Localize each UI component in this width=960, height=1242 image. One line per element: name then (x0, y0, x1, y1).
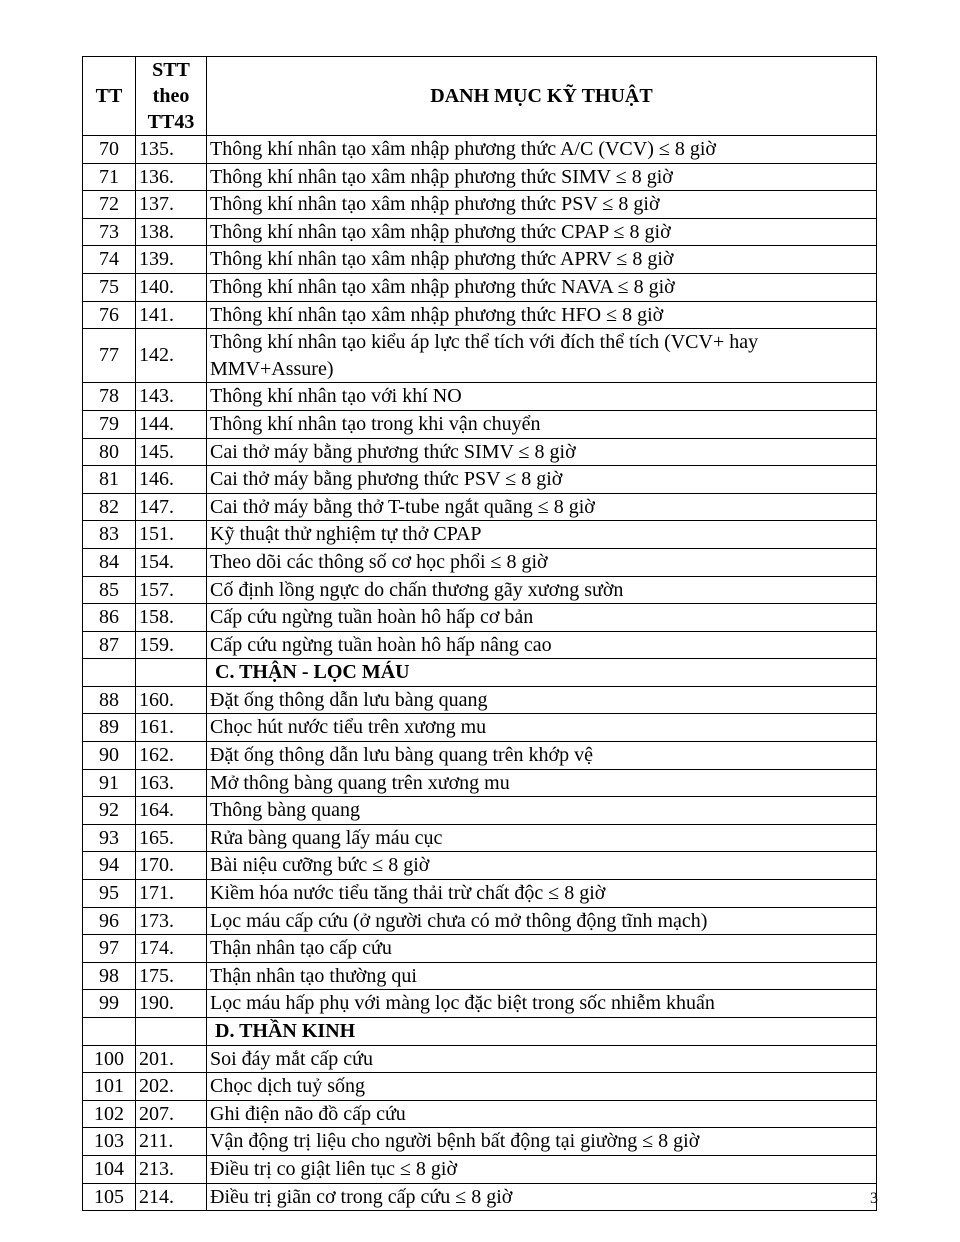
cell-name: Mở thông bàng quang trên xương mu (207, 769, 877, 797)
cell-tt: 104 (83, 1155, 136, 1183)
section-empty-cell (83, 659, 136, 687)
cell-tt: 86 (83, 604, 136, 632)
cell-name: Thông khí nhân tạo xâm nhập phương thức HFO ≤ 8 giờ (207, 301, 877, 329)
cell-stt: 170. (136, 852, 207, 880)
cell-stt: 211. (136, 1128, 207, 1156)
cell-stt: 161. (136, 714, 207, 742)
cell-tt: 105 (83, 1183, 136, 1211)
cell-stt: 164. (136, 797, 207, 825)
procedure-table (82, 56, 877, 1211)
cell-name: Thông khí nhân tạo kiểu áp lực thể tích với đích thể tích (VCV+ hay MMV+Assure) (207, 329, 877, 383)
cell-tt: 90 (83, 742, 136, 770)
cell-tt: 97 (83, 935, 136, 963)
cell-tt: 79 (83, 410, 136, 438)
cell-tt: 76 (83, 301, 136, 329)
cell-stt: 213. (136, 1155, 207, 1183)
cell-name: Thông khí nhân tạo xâm nhập phương thức NAVA ≤ 8 giờ (207, 273, 877, 301)
cell-stt: 136. (136, 163, 207, 191)
table-row (83, 273, 877, 301)
cell-tt: 84 (83, 548, 136, 576)
cell-name: Lọc máu hấp phụ với màng lọc đặc biệt trong sốc nhiễm khuẩn (207, 990, 877, 1018)
cell-stt: 138. (136, 218, 207, 246)
table-row (83, 935, 877, 963)
header-tt: TT (83, 57, 136, 136)
header-stt-line: theo (152, 85, 190, 107)
section-empty-cell (136, 1018, 207, 1046)
cell-name: Thận nhân tạo thường qui (207, 962, 877, 990)
header-stt (136, 57, 207, 136)
cell-stt: 143. (136, 383, 207, 411)
table-row (83, 301, 877, 329)
table-row (83, 218, 877, 246)
cell-name: Thông khí nhân tạo xâm nhập phương thức SIMV ≤ 8 giờ (207, 163, 877, 191)
table-row (83, 493, 877, 521)
cell-name: Thông khí nhân tạo với khí NO (207, 383, 877, 411)
cell-name: Chọc hút nước tiểu trên xương mu (207, 714, 877, 742)
cell-name: Thông khí nhân tạo xâm nhập phương thức A/C (VCV) ≤ 8 giờ (207, 136, 877, 164)
cell-name: Đặt ống thông dẫn lưu bàng quang trên khớp vệ (207, 742, 877, 770)
cell-tt: 94 (83, 852, 136, 880)
cell-stt: 162. (136, 742, 207, 770)
cell-tt: 91 (83, 769, 136, 797)
table-row (83, 191, 877, 219)
cell-name: Thận nhân tạo cấp cứu (207, 935, 877, 963)
table-row (83, 1155, 877, 1183)
cell-name: Cố định lồng ngực do chấn thương gãy xương sườn (207, 576, 877, 604)
section-row (83, 659, 877, 687)
cell-stt: 165. (136, 824, 207, 852)
cell-tt: 83 (83, 521, 136, 549)
cell-stt: 174. (136, 935, 207, 963)
cell-name: Điều trị giãn cơ trong cấp cứu ≤ 8 giờ (207, 1183, 877, 1211)
cell-name: Điều trị co giật liên tục ≤ 8 giờ (207, 1155, 877, 1183)
cell-tt: 75 (83, 273, 136, 301)
table-row (83, 383, 877, 411)
cell-stt: 175. (136, 962, 207, 990)
table-row (83, 852, 877, 880)
cell-name: Cấp cứu ngừng tuần hoàn hô hấp nâng cao (207, 631, 877, 659)
cell-stt: 171. (136, 880, 207, 908)
cell-stt: 154. (136, 548, 207, 576)
cell-tt: 98 (83, 962, 136, 990)
table-row (83, 990, 877, 1018)
cell-stt: 202. (136, 1073, 207, 1101)
cell-tt: 88 (83, 686, 136, 714)
cell-name: Kiềm hóa nước tiểu tăng thải trừ chất độc ≤ 8 giờ (207, 880, 877, 908)
cell-stt: 140. (136, 273, 207, 301)
table-row (83, 1183, 877, 1211)
cell-stt: 141. (136, 301, 207, 329)
cell-name: Vận động trị liệu cho người bệnh bất động tại giường ≤ 8 giờ (207, 1128, 877, 1156)
cell-name: Cấp cứu ngừng tuần hoàn hô hấp cơ bản (207, 604, 877, 632)
cell-stt: 160. (136, 686, 207, 714)
cell-tt: 72 (83, 191, 136, 219)
section-empty-cell (136, 659, 207, 687)
cell-tt: 99 (83, 990, 136, 1018)
cell-tt: 80 (83, 438, 136, 466)
table-row (83, 163, 877, 191)
table-row (83, 962, 877, 990)
cell-tt: 74 (83, 246, 136, 274)
cell-tt: 89 (83, 714, 136, 742)
cell-stt: 190. (136, 990, 207, 1018)
cell-stt: 159. (136, 631, 207, 659)
table-row (83, 136, 877, 164)
cell-tt: 101 (83, 1073, 136, 1101)
table-row (83, 714, 877, 742)
table-row (83, 438, 877, 466)
section-title: C. THẬN - LỌC MÁU (207, 659, 877, 687)
cell-stt: 173. (136, 907, 207, 935)
cell-name: Rửa bàng quang lấy máu cục (207, 824, 877, 852)
cell-tt: 87 (83, 631, 136, 659)
cell-tt: 71 (83, 163, 136, 191)
cell-tt: 70 (83, 136, 136, 164)
cell-name: Cai thở máy bằng phương thức SIMV ≤ 8 giờ (207, 438, 877, 466)
table-row (83, 686, 877, 714)
cell-tt: 103 (83, 1128, 136, 1156)
section-title: D. THẦN KINH (207, 1018, 877, 1046)
cell-tt: 85 (83, 576, 136, 604)
cell-name: Thông khí nhân tạo xâm nhập phương thức CPAP ≤ 8 giờ (207, 218, 877, 246)
cell-tt: 78 (83, 383, 136, 411)
table-row (83, 880, 877, 908)
cell-stt: 147. (136, 493, 207, 521)
table-row (83, 1045, 877, 1073)
table-row (83, 576, 877, 604)
header-stt-line: TT43 (147, 111, 195, 133)
cell-name: Cai thở máy bằng phương thức PSV ≤ 8 giờ (207, 466, 877, 494)
header-row (83, 57, 877, 136)
cell-tt: 92 (83, 797, 136, 825)
cell-stt: 151. (136, 521, 207, 549)
cell-tt: 93 (83, 824, 136, 852)
cell-tt: 100 (83, 1045, 136, 1073)
cell-name: Soi đáy mắt cấp cứu (207, 1045, 877, 1073)
cell-tt: 102 (83, 1100, 136, 1128)
table-row (83, 410, 877, 438)
page-number: 3 (870, 1190, 878, 1207)
cell-stt: 137. (136, 191, 207, 219)
table-row (83, 797, 877, 825)
cell-tt: 95 (83, 880, 136, 908)
table-header (83, 57, 877, 136)
header-name: DANH MỤC KỸ THUẬT (207, 57, 877, 136)
header-stt-line: STT (152, 59, 190, 81)
cell-name: Ghi điện não đồ cấp cứu (207, 1100, 877, 1128)
table-body (83, 136, 877, 1211)
table-row (83, 246, 877, 274)
table-row (83, 769, 877, 797)
table-row (83, 631, 877, 659)
cell-stt: 139. (136, 246, 207, 274)
cell-name: Đặt ống thông dẫn lưu bàng quang (207, 686, 877, 714)
cell-stt: 157. (136, 576, 207, 604)
cell-stt: 158. (136, 604, 207, 632)
cell-name: Thông khí nhân tạo xâm nhập phương thức APRV ≤ 8 giờ (207, 246, 877, 274)
cell-name: Cai thở máy bằng thở T-tube ngắt quãng ≤ 8 giờ (207, 493, 877, 521)
cell-name: Kỹ thuật thử nghiệm tự thở CPAP (207, 521, 877, 549)
cell-tt: 73 (83, 218, 136, 246)
table-row (83, 1073, 877, 1101)
cell-stt: 146. (136, 466, 207, 494)
cell-name: Theo dõi các thông số cơ học phổi ≤ 8 giờ (207, 548, 877, 576)
section-row (83, 1018, 877, 1046)
table-row (83, 1100, 877, 1128)
table-row (83, 466, 877, 494)
cell-name: Thông khí nhân tạo trong khi vận chuyển (207, 410, 877, 438)
cell-name: Chọc dịch tuỷ sống (207, 1073, 877, 1101)
cell-stt: 201. (136, 1045, 207, 1073)
cell-name: Bài niệu cưỡng bức ≤ 8 giờ (207, 852, 877, 880)
cell-stt: 144. (136, 410, 207, 438)
cell-stt: 142. (136, 329, 207, 383)
table-row (83, 824, 877, 852)
cell-stt: 145. (136, 438, 207, 466)
cell-name: Thông bàng quang (207, 797, 877, 825)
cell-tt: 77 (83, 329, 136, 383)
cell-tt: 96 (83, 907, 136, 935)
cell-name: Lọc máu cấp cứu (ở người chưa có mở thông động tĩnh mạch) (207, 907, 877, 935)
cell-tt: 82 (83, 493, 136, 521)
table-row (83, 548, 877, 576)
cell-tt: 81 (83, 466, 136, 494)
cell-stt: 214. (136, 1183, 207, 1211)
section-empty-cell (83, 1018, 136, 1046)
cell-name: Thông khí nhân tạo xâm nhập phương thức PSV ≤ 8 giờ (207, 191, 877, 219)
table-row (83, 521, 877, 549)
cell-stt: 135. (136, 136, 207, 164)
cell-stt: 163. (136, 769, 207, 797)
table-row (83, 604, 877, 632)
cell-stt: 207. (136, 1100, 207, 1128)
table-row (83, 742, 877, 770)
table-row (83, 1128, 877, 1156)
table-row (83, 907, 877, 935)
table-row (83, 329, 877, 383)
